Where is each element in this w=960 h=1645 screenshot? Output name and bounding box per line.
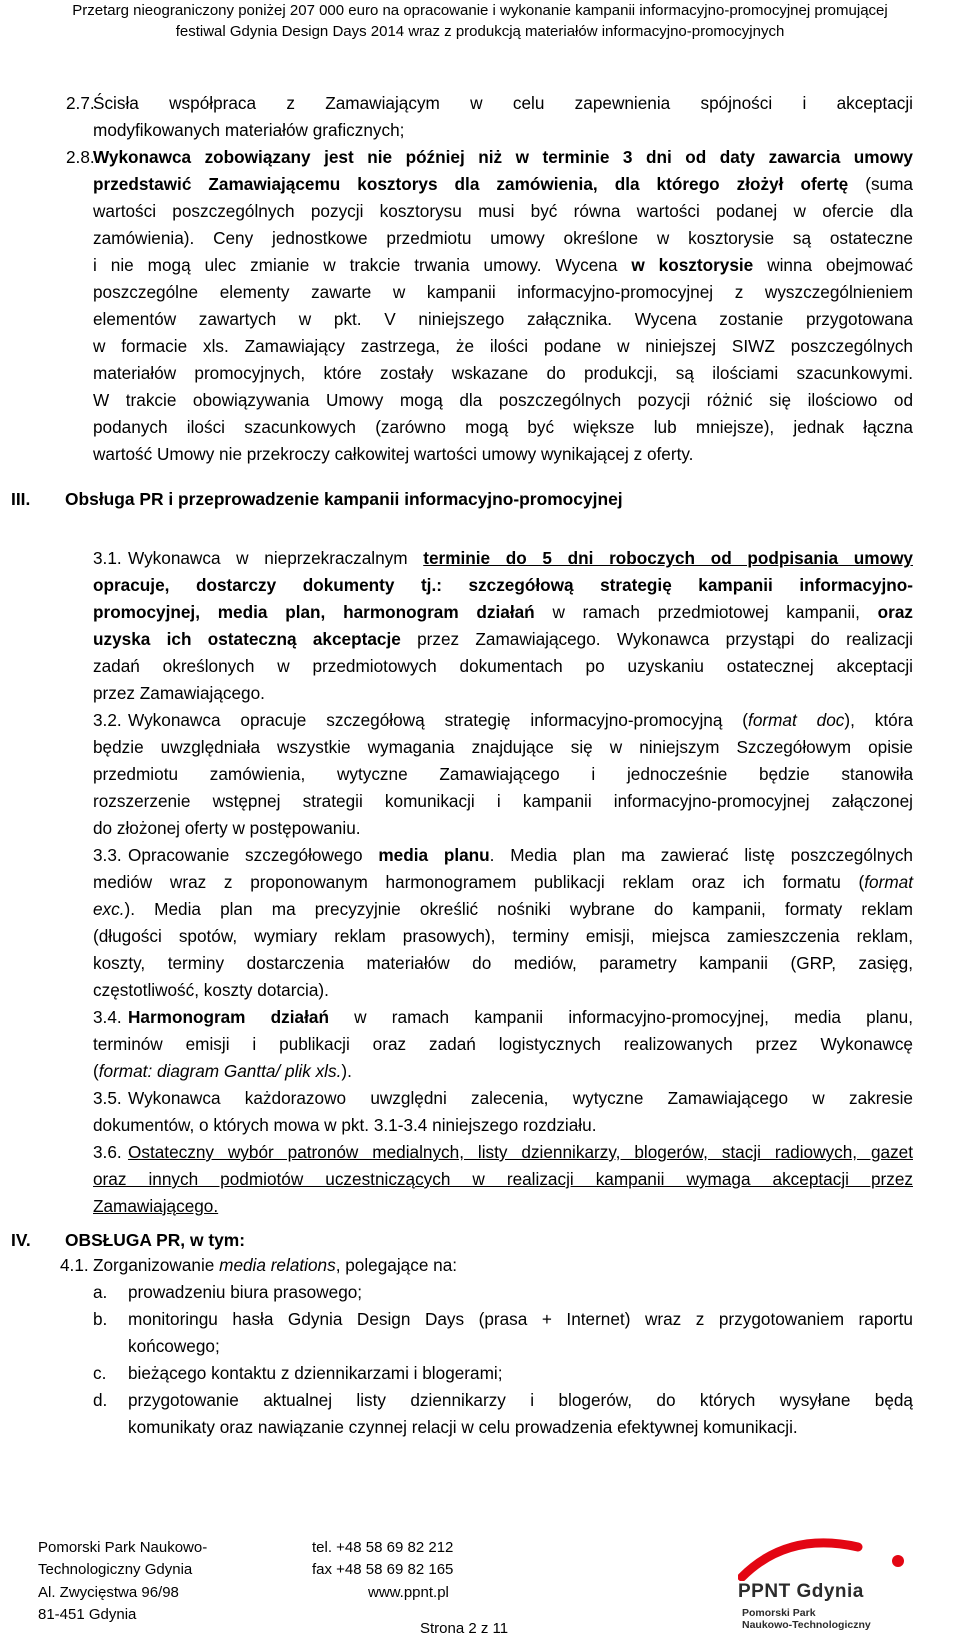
- item-line: [128, 842, 913, 869]
- footer-address: [38, 1537, 207, 1626]
- item-number: 2.8.: [66, 147, 95, 167]
- item-line: w formacie xls. Zamawiający zastrzega, że ilości podane w niniejszej SIWZ poszczególnych: [93, 336, 913, 356]
- item-line: [93, 1252, 913, 1279]
- italic-text: format: [864, 872, 913, 892]
- text: winna obejmować: [753, 255, 913, 275]
- bold-text: Wykonawca zobowiązany jest nie później niż w terminie 3 dni od daty zawarcia umowy: [93, 147, 913, 167]
- item-line: dokumentów, o których mowa w pkt. 3.1-3.4 niniejszego rozdziału.: [93, 1115, 597, 1135]
- item-number: 4.1.: [60, 1255, 89, 1275]
- address-line: Pomorski Park Naukowo-: [38, 1539, 208, 1556]
- sub-label: c.: [93, 1363, 107, 1383]
- item-line: [93, 599, 913, 626]
- text: w ramach kampanii informacyjno-promocyjnej, media planu,: [328, 1007, 913, 1027]
- text: Wykonawca opracuje szczegółową strategię informacyjno-promocyjną (: [128, 710, 749, 730]
- item-line: wartość Umowy nie przekroczy całkowitej wartości umowy wynikającej z oferty.: [93, 444, 694, 464]
- item-line: przedmiotu zamówienia, wytyczne Zamawiającego i jednocześnie będzie stanowiła: [93, 764, 913, 784]
- item-line: Wykonawca każdorazowo uwzględni zalecenia, wytyczne Zamawiającego w zakresie: [128, 1088, 913, 1108]
- item-line: podanych ilości szacunkowych (zarówno mogą być większe lub mniejsze), jednak łączna: [93, 417, 913, 437]
- text: (: [93, 1061, 99, 1081]
- sub-line: przygotowanie aktualnej listy dziennikarzy i blogerów, do których wysyłane będą: [128, 1390, 913, 1410]
- item-number: 3.3.: [93, 845, 122, 865]
- item-line: [93, 171, 913, 198]
- item-line: [128, 1139, 913, 1166]
- item-line: [93, 572, 913, 599]
- text: Wykonawca w nieprzekraczalnym: [128, 548, 424, 568]
- item-line: [93, 869, 913, 896]
- item-number: 3.6.: [93, 1142, 122, 1162]
- italic-text: exc.: [93, 899, 125, 919]
- item-number: 3.5.: [93, 1088, 122, 1108]
- item-line: zamówienia). Ceny jednostkowe przedmiotu umowy określone w kosztorysie są ostateczne: [93, 228, 913, 248]
- item-line: [93, 896, 913, 923]
- page-number: Strona 2 z 11: [420, 1620, 509, 1637]
- item-line: modyfikowanych materiałów graficznych;: [93, 120, 405, 140]
- logo-title: PPNT Gdynia: [738, 1581, 864, 1602]
- item-line: [93, 626, 913, 653]
- address-line: Technologiczny Gdynia: [38, 1561, 193, 1579]
- text: ). Media plan ma precyzyjnie określić nośniki wybrane do kampanii, formaty reklam: [124, 899, 913, 919]
- bold-text: : szczegółową strategię kampanii informacyjno-: [436, 575, 913, 595]
- underlined-text: Zamawiającego.: [93, 1196, 219, 1216]
- bold-text: media planu: [378, 845, 490, 865]
- italic-text: media relations: [219, 1255, 336, 1275]
- address-line: Al. Zwycięstwa 96/98: [38, 1583, 179, 1601]
- section-number: III.: [11, 489, 31, 509]
- italic-text: format: diagram Gantta/ plik xls.: [98, 1061, 342, 1081]
- item-line: wartości poszczególnych pozycji kosztorysu musi być równa wartości podanej w ofercie dla: [93, 201, 913, 221]
- sub-line: prowadzeniu biura prasowego;: [128, 1282, 363, 1302]
- bold-text: oraz: [877, 602, 913, 622]
- item-number: 3.4.: [93, 1007, 122, 1027]
- item-line: materiałów promocyjnych, które zostały wskazane do produkcji, są ilościami szacunkowymi.: [93, 363, 913, 383]
- bold-text: Harmonogram działań: [128, 1007, 329, 1027]
- logo-subtitle: Naukowo-Technologiczny: [742, 1619, 871, 1631]
- item-line: poszczególne elementy zawarte w kampanii informacyjno-promocyjnej z wyszczególnieniem: [93, 282, 913, 302]
- header-line-2: festiwal Gdynia Design Days 2014 wraz z produkcją materiałów informacyjno-promocyjnych: [175, 23, 785, 40]
- fax: fax +48 58 69 82 165: [312, 1561, 454, 1579]
- sub-line: bieżącego kontaktu z dziennikarzami i blogerami;: [128, 1363, 503, 1383]
- item-line: [93, 1193, 913, 1220]
- item-line: rozszerzenie wstępnej strategii komunikacji i kampanii informacyjno-promocyjnej załączonej: [93, 791, 913, 811]
- item-line: [93, 1058, 913, 1085]
- section-title: OBSŁUGA PR, w tym:: [65, 1230, 246, 1250]
- text: w ramach przedmiotowej kampanii,: [534, 602, 878, 622]
- text: ), która: [844, 710, 914, 730]
- header-line-1: Przetarg nieograniczony poniżej 207 000 euro na opracowanie i wykonanie kampanii informacyjno-promocyjnej promującej: [72, 2, 888, 19]
- text: Opracowanie szczegółowego: [128, 845, 379, 865]
- text: Zorganizowanie: [93, 1255, 220, 1275]
- bold-text: w kosztorysie: [631, 255, 754, 275]
- underlined-text: oraz innych podmiotów uczestniczących w realizacji kampanii wymaga akceptacji przez: [93, 1169, 913, 1189]
- bold-text: uzyska ich ostateczną akceptacje: [93, 629, 401, 649]
- item-line: [93, 144, 913, 171]
- sub-line: monitoringu hasła Gdynia Design Days (prasa + Internet) wraz z przygotowaniem raportu: [128, 1309, 913, 1329]
- item-line: [128, 545, 913, 572]
- phone: tel. +48 58 69 82 212: [312, 1539, 454, 1556]
- item-line: W trakcie obowiązywania Umowy mogą dla poszczególnych pozycji różnić się ilościowo od: [93, 390, 913, 410]
- item-line: będzie uwzględniała wszystkie wymagania znajdujące się w niniejszym Szczegółowym opisie: [93, 737, 913, 757]
- footer-contact: [312, 1537, 453, 1604]
- sub-label: d.: [93, 1390, 108, 1410]
- text: i nie mogą ulec zmianie w trakcie trwania umowy. Wycena: [93, 255, 618, 275]
- item-line: [128, 1004, 913, 1031]
- address-line: 81-451 Gdynia: [38, 1605, 137, 1623]
- item-line: terminów emisji i publikacji oraz zadań logistycznych realizowanych przez Wykonawcę: [93, 1034, 913, 1054]
- item-line: zadań określonych w przedmiotowych dokumentach po uzyskaniu ostatecznej akceptacji: [93, 656, 913, 676]
- item-line: elementów zawartych w pkt. V niniejszego załącznika. Wycena zostanie przygotowana: [93, 309, 913, 329]
- item-line: [128, 707, 913, 734]
- item-line: [93, 252, 913, 279]
- underlined-text: Ostateczny wybór patronów medialnych, listy dziennikarzy, blogerów, stacji radiowych, gazet: [128, 1142, 913, 1162]
- bold-text: przedstawić Zamawiającemu kosztorys dla zamówienia, dla którego złożył ofertę: [93, 174, 849, 194]
- item-number: 3.1.: [93, 548, 122, 568]
- section-title: Obsługa PR i przeprowadzenie kampanii informacyjno-promocyjnej: [65, 489, 623, 509]
- text: mediów wraz z proponowanym harmonogramem publikacji reklam oraz ich formatu (: [93, 872, 865, 892]
- text: (suma: [848, 174, 913, 194]
- item-line: [93, 1166, 913, 1193]
- underlined-bold-text: terminie do 5 dni roboczych od podpisania umowy: [423, 548, 913, 568]
- item-line: do złożonej oferty w postępowaniu.: [93, 818, 361, 838]
- text: , polegające na:: [335, 1255, 458, 1275]
- item-line: Ścisła współpraca z Zamawiającym w celu zapewnienia spójności i akceptacji: [93, 93, 913, 113]
- item-line: przez Zamawiającego.: [93, 683, 265, 703]
- sub-line: końcowego;: [128, 1336, 220, 1356]
- item-number: 2.7.: [66, 93, 95, 113]
- text: ).: [341, 1061, 352, 1081]
- bold-text: opracuje, dostarczy dokumenty tj.: [93, 575, 437, 595]
- page-header: [0, 0, 960, 46]
- italic-text: format doc: [748, 710, 845, 730]
- item-number: 3.2.: [93, 710, 122, 730]
- sub-line: komunikaty oraz nawiązanie czynnej relacji w celu prowadzenia efektywnej komunikacji.: [128, 1417, 798, 1437]
- ppnt-logo-mark: [738, 1537, 913, 1581]
- website: www.ppnt.pl: [368, 1583, 449, 1601]
- text: przez Zamawiającego. Wykonawca przystąpi do realizacji: [400, 629, 913, 649]
- ppnt-logo: [738, 1537, 913, 1634]
- item-line: częstotliwość, koszty dotarcia).: [93, 980, 329, 1000]
- logo-subtitle: Pomorski Park: [742, 1607, 816, 1619]
- item-line: koszty, terminy dostarczenia materiałów do mediów, parametry kampanii (GRP, zasięg,: [93, 953, 913, 973]
- sub-label: b.: [93, 1309, 108, 1329]
- sub-label: a.: [93, 1282, 108, 1302]
- item-line: (długości spotów, wymiary reklam prasowych), terminy emisji, miejsca zamieszczenia reklam,: [93, 926, 913, 946]
- text: . Media plan ma zawierać listę poszczególnych: [489, 845, 913, 865]
- bold-text: promocyjnej, media plan, harmonogram działań: [93, 602, 535, 622]
- section-number: IV.: [11, 1230, 31, 1250]
